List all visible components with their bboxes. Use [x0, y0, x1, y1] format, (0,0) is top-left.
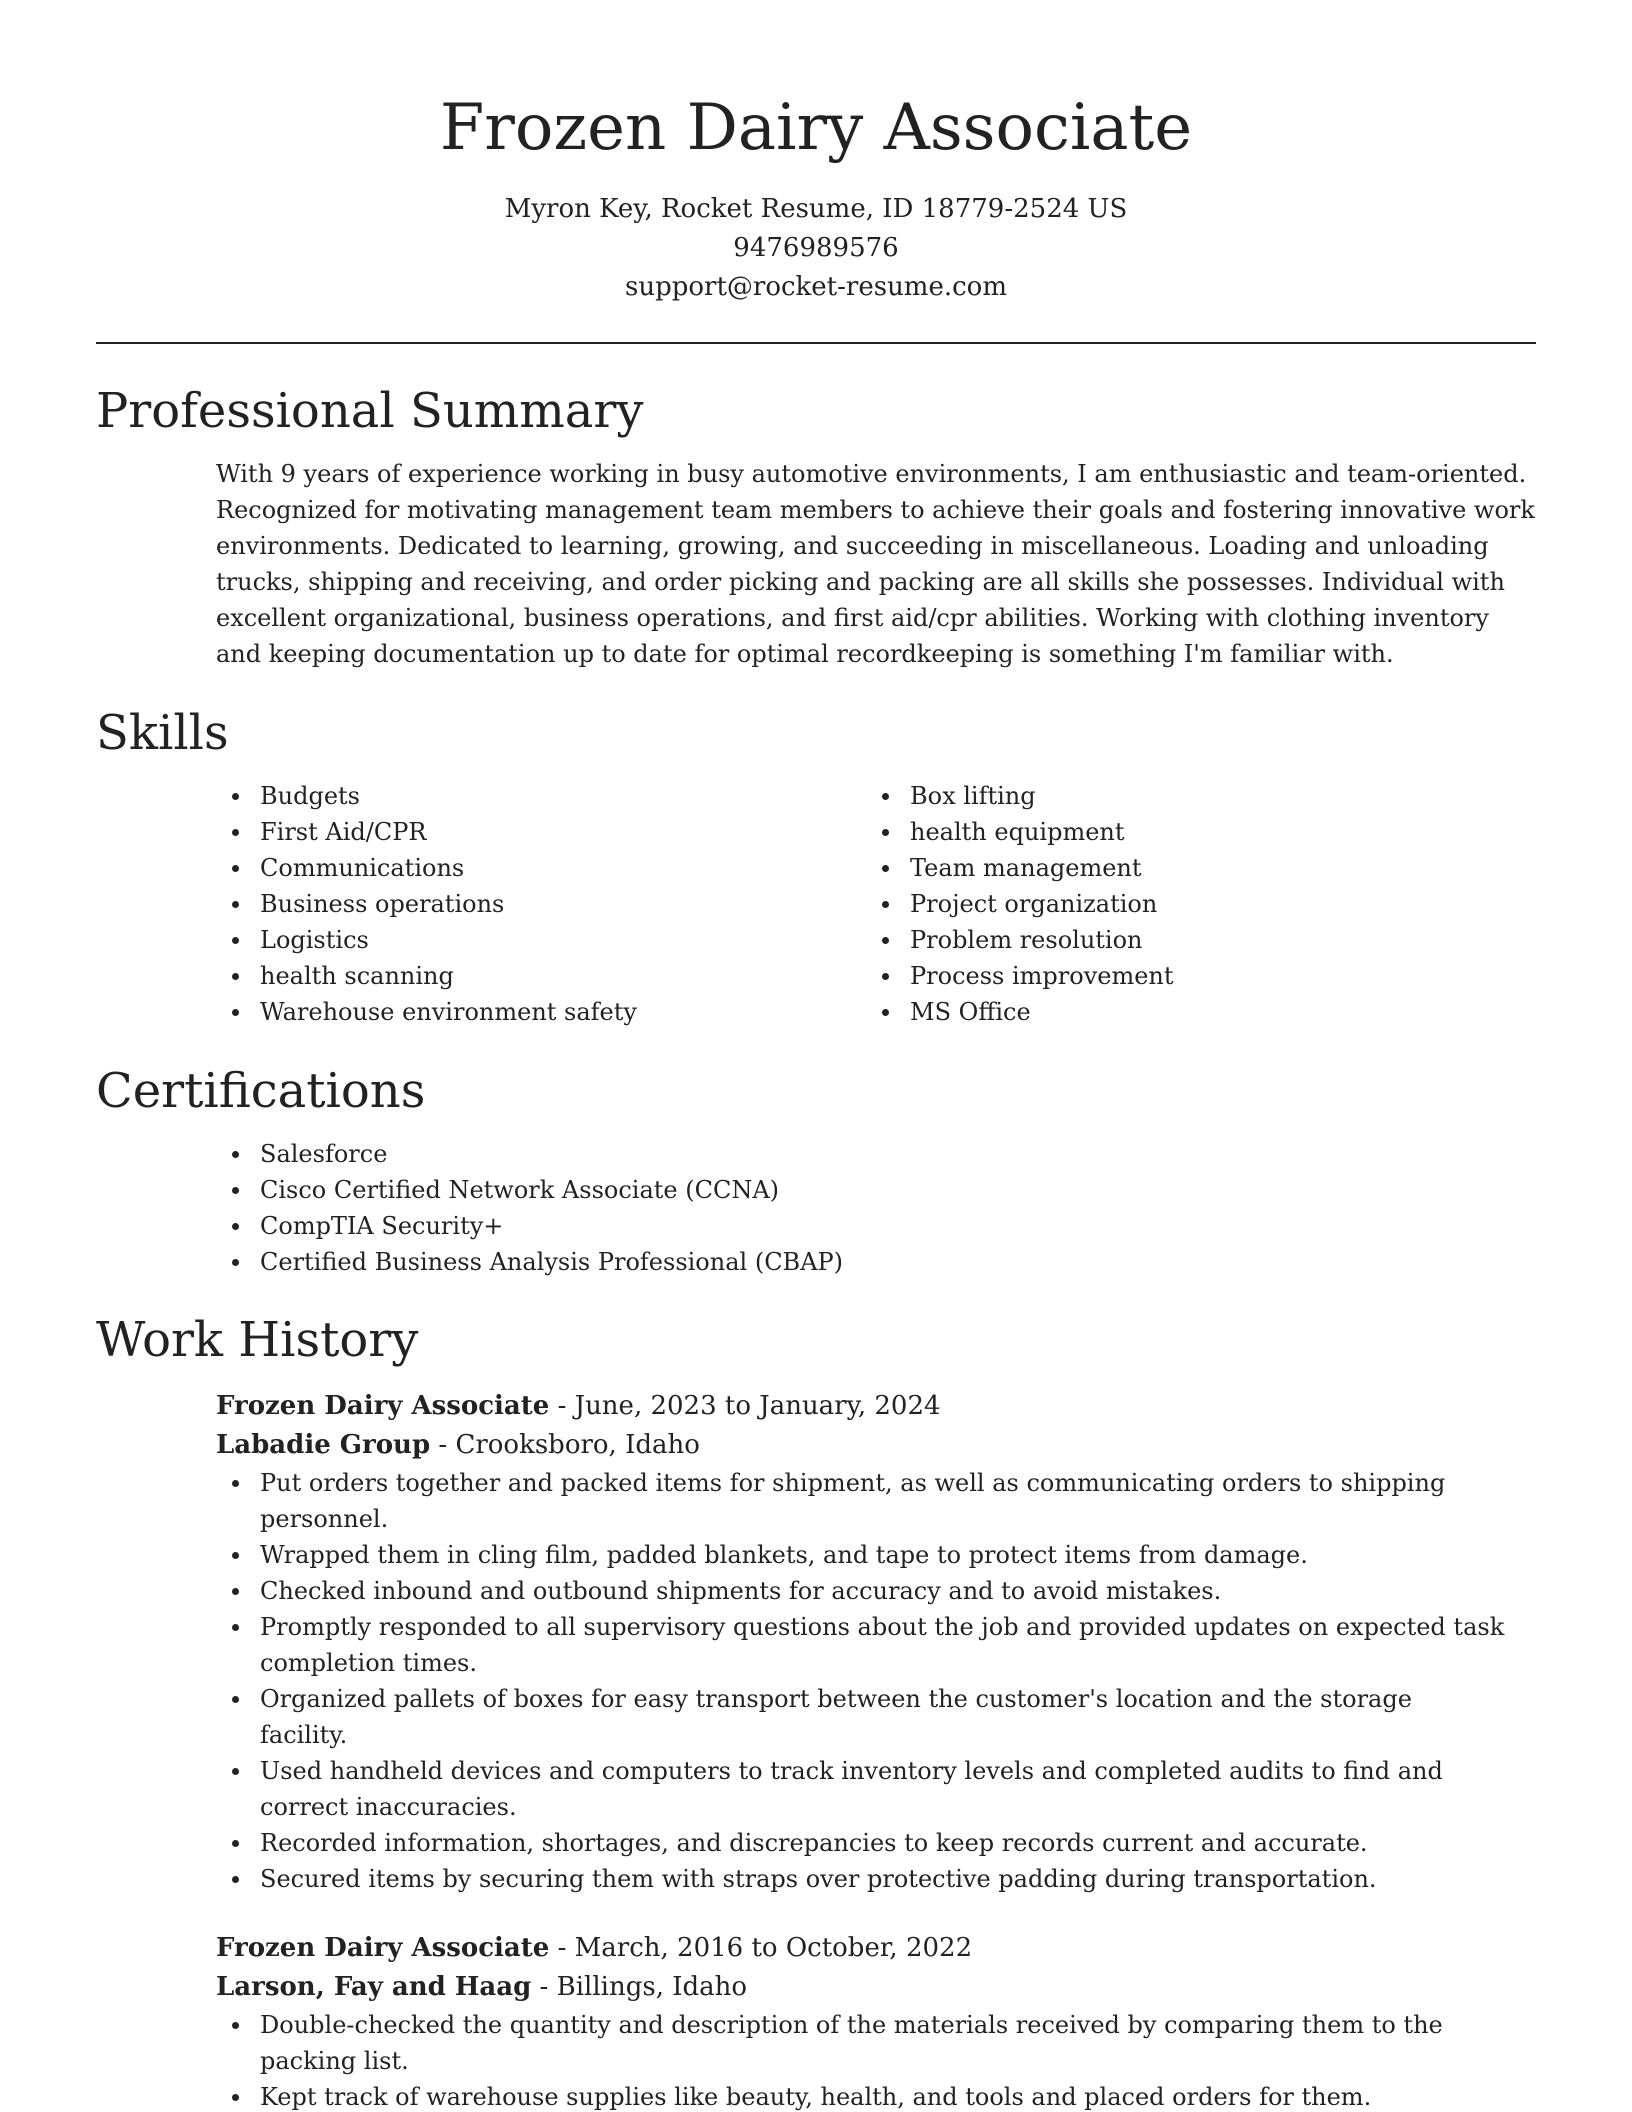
job-bullet: Promptly responded to all supervisory questions about the job and provided updates on expected task completion times. — [96, 1609, 1536, 1681]
work-history-section — [96, 1307, 1536, 2112]
skill-item: Warehouse environment safety — [96, 994, 746, 1030]
certification-item: CompTIA Security+ — [96, 1208, 1536, 1244]
skill-item: Project organization — [746, 886, 1396, 922]
skills-heading: Skills — [96, 705, 229, 761]
contact-address: Myron Key, Rocket Resume, ID 18779-2524 US — [504, 194, 1128, 224]
job-entry — [96, 1387, 1536, 1897]
job-title: Frozen Dairy Associate — [216, 1933, 550, 1963]
resume-title: Frozen Dairy Associate — [439, 91, 1193, 165]
skill-item: Team management — [746, 850, 1396, 886]
job-responsibilities — [96, 2007, 1536, 2112]
certifications-section — [96, 1058, 1536, 1280]
job-company: Larson, Fay and Haag — [216, 1972, 532, 2002]
job-dates: - March, 2016 to October, 2022 — [549, 1933, 973, 1963]
certifications-list — [96, 1136, 1536, 1280]
skill-item: Business operations — [96, 886, 746, 922]
skill-item: health equipment — [746, 814, 1396, 850]
job-bullet: Put orders together and packed items for shipment, as well as communicating orders to shipping personnel. — [96, 1465, 1536, 1537]
job-company-line — [216, 1426, 1536, 1465]
job-responsibilities — [96, 1465, 1536, 1897]
job-bullet: Wrapped them in cling film, padded blankets, and tape to protect items from damage. — [96, 1537, 1536, 1573]
job-title: Frozen Dairy Associate — [216, 1391, 550, 1421]
skills-columns — [96, 778, 1536, 1030]
job-company: Labadie Group — [216, 1430, 431, 1460]
job-bullet: Used handheld devices and computers to track inventory levels and completed audits to find and correct inaccuracies. — [96, 1753, 1536, 1825]
skill-item: Process improvement — [746, 958, 1396, 994]
job-bullet: Organized pallets of boxes for easy transport between the customer's location and the storage facility. — [96, 1681, 1536, 1753]
work-history-heading: Work History — [96, 1312, 419, 1368]
summary-text: With 9 years of experience working in busy automotive environments, I am enthusiastic and team-oriented. Recognized for motivating management team members to achieve their goals and fostering innovative work environments. Dedicated to learning, growing, and succeeding in miscellaneous. Loading and unloading trucks, shipping and receiving, and order picking and packing are all skills she possesses. Individual with excellent organizational, business operations, and first aid/cpr abilities. Working with clothing inventory and keeping documentation up to date for optimal recordkeeping is something I'm familiar with. — [216, 460, 1535, 668]
job-bullet: Kept track of warehouse supplies like beauty, health, and tools and placed orders for them. — [96, 2079, 1536, 2112]
job-bullet: Checked inbound and outbound shipments for accuracy and to avoid mistakes. — [96, 1573, 1536, 1609]
contact-phone: 9476989576 — [733, 233, 899, 263]
job-bullet: Double-checked the quantity and description of the materials received by comparing them to the packing list. — [96, 2007, 1536, 2079]
job-location: - Crooksboro, Idaho — [430, 1430, 700, 1460]
skill-item: Logistics — [96, 922, 746, 958]
job-dates: - June, 2023 to January, 2024 — [549, 1391, 941, 1421]
job-entry — [96, 1929, 1536, 2112]
skill-item: MS Office — [746, 994, 1396, 1030]
job-location: - Billings, Idaho — [531, 1972, 748, 2002]
skills-list-right — [746, 778, 1396, 1030]
skill-item: Box lifting — [746, 778, 1396, 814]
summary-heading: Professional Summary — [96, 383, 644, 439]
summary-section — [96, 378, 1536, 672]
resume-header — [96, 78, 1536, 307]
certification-item: Certified Business Analysis Professional (CBAP) — [96, 1244, 1536, 1280]
certification-item: Cisco Certified Network Associate (CCNA) — [96, 1172, 1536, 1208]
job-bullet: Recorded information, shortages, and discrepancies to keep records current and accurate. — [96, 1825, 1536, 1861]
contact-email: support@rocket-resume.com — [624, 272, 1007, 302]
skill-item: health scanning — [96, 958, 746, 994]
job-title-line — [216, 1929, 1536, 1968]
skill-item: Communications — [96, 850, 746, 886]
job-bullet: Secured items by securing them with straps over protective padding during transportation. — [96, 1861, 1536, 1897]
skill-item: First Aid/CPR — [96, 814, 746, 850]
certifications-heading: Certifications — [96, 1063, 426, 1119]
skills-section — [96, 700, 1536, 1030]
skill-item: Problem resolution — [746, 922, 1396, 958]
header-divider — [96, 342, 1536, 344]
job-title-line — [216, 1387, 1536, 1426]
certification-item: Salesforce — [96, 1136, 1536, 1172]
contact-block — [96, 190, 1536, 307]
skill-item: Budgets — [96, 778, 746, 814]
job-company-line — [216, 1968, 1536, 2007]
skills-list-left — [96, 778, 746, 1030]
